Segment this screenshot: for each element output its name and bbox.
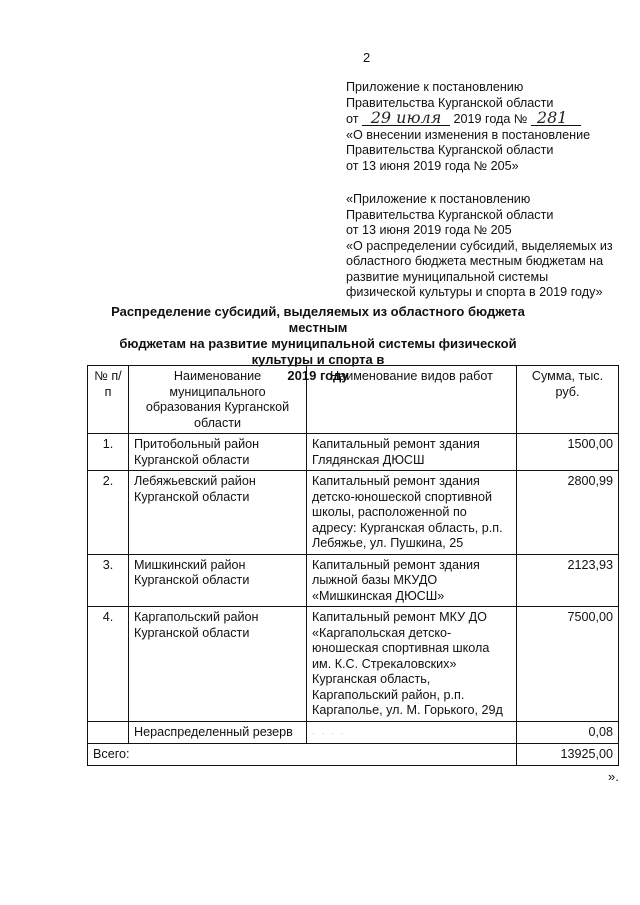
row-num: 3. [88, 554, 129, 607]
reserve-label: Нераспределенный резерв [129, 721, 307, 744]
quoted-appendix-line: Правительства Курганской области [346, 207, 554, 222]
quoted-appendix-line: «О распределении субсидий, выделяемых из [346, 238, 613, 253]
table-row [88, 554, 619, 607]
row-work: Капитальный ремонт здания лыжной базы МКУДО «Мишкинская ДЮСШ» [307, 554, 517, 607]
appendix-block [346, 80, 638, 301]
title-line-1: Распределение субсидий, выделяемых из областного бюджета местным [111, 304, 525, 335]
row-work: Капитальный ремонт МКУ ДО «Каргапольская детско-юношеская спортивная школа им. К.С. Стрекаловских» Курганская область, Каргапольский район, р.п. Каргаполье, ул. М. Горького, 29д [307, 607, 517, 722]
row-sum: 2800,99 [517, 471, 619, 555]
appendix-line-4: «О внесении изменения в постановление [346, 127, 591, 142]
table-row [88, 471, 619, 555]
handwritten-date: 29 июля [362, 111, 450, 126]
scan-smudge: · · · · [312, 727, 346, 738]
closing-quote-mark: ». [608, 769, 619, 784]
row-municipality: Притобольный район Курганской области [129, 434, 307, 471]
reserve-row [88, 721, 619, 744]
quoted-appendix-line: физической культуры и спорта в 2019 году» [346, 285, 603, 299]
row-work: Капитальный ремонт здания Глядянская ДЮСШ [307, 434, 517, 471]
appendix-line-1: Приложение к постановлению [346, 80, 524, 94]
table-header-row [88, 366, 619, 434]
page-number: 2 [363, 50, 371, 65]
total-sum: 13925,00 [517, 744, 619, 766]
appendix-line-5: Правительства Курганской области [346, 143, 554, 157]
quoted-appendix-line: от 13 июня 2019 года № 205 [346, 223, 512, 237]
reserve-num [88, 721, 129, 744]
row-sum: 2123,93 [517, 554, 619, 607]
title-line-3: 2019 году [287, 368, 349, 383]
row-num: 2. [88, 471, 129, 555]
appendix-line-6: от 13 июня 2019 года № 205» [346, 158, 519, 173]
date-prefix: от [346, 112, 359, 126]
row-municipality: Лебяжьевский район Курганской области [129, 471, 307, 555]
header-sum: Сумма, тыс. руб. [517, 366, 619, 434]
row-municipality: Мишкинский район Курганской области [129, 554, 307, 607]
total-label: Всего: [88, 744, 517, 766]
row-work: Капитальный ремонт здания детско-юношеской спортивной школы, расположенной по адресу: Курганская область, р.п. Лебяжье, ул. Пушкина, 25 [307, 471, 517, 555]
reserve-work-empty [307, 721, 517, 744]
header-num: № п/п [88, 366, 129, 434]
table-row [88, 607, 619, 722]
appendix-line-2: Правительства Курганской области [346, 95, 554, 110]
title-line-2: бюджетам на развитие муниципальной системы физической культуры и спорта в [119, 336, 517, 367]
reserve-sum: 0,08 [517, 721, 619, 744]
header-work: Наименование видов работ [307, 366, 517, 434]
subsidy-table [87, 365, 619, 766]
row-num: 4. [88, 607, 129, 722]
handwritten-number: 281 [531, 111, 581, 126]
row-num: 1. [88, 434, 129, 471]
row-municipality: Каргапольский район Курганской области [129, 607, 307, 722]
date-suffix: 2019 года № [453, 112, 528, 126]
total-row [88, 744, 619, 766]
quoted-appendix-line: «Приложение к постановлению [346, 192, 531, 206]
quoted-appendix-line: развитие муниципальной системы [346, 269, 549, 284]
appendix-date-line [346, 108, 638, 128]
header-municipality: Наименование муниципального образования Курганской области [129, 366, 307, 434]
row-sum: 7500,00 [517, 607, 619, 722]
quoted-appendix-line: областного бюджета местным бюджетам на [346, 254, 604, 268]
table-row [88, 434, 619, 471]
row-sum: 1500,00 [517, 434, 619, 471]
